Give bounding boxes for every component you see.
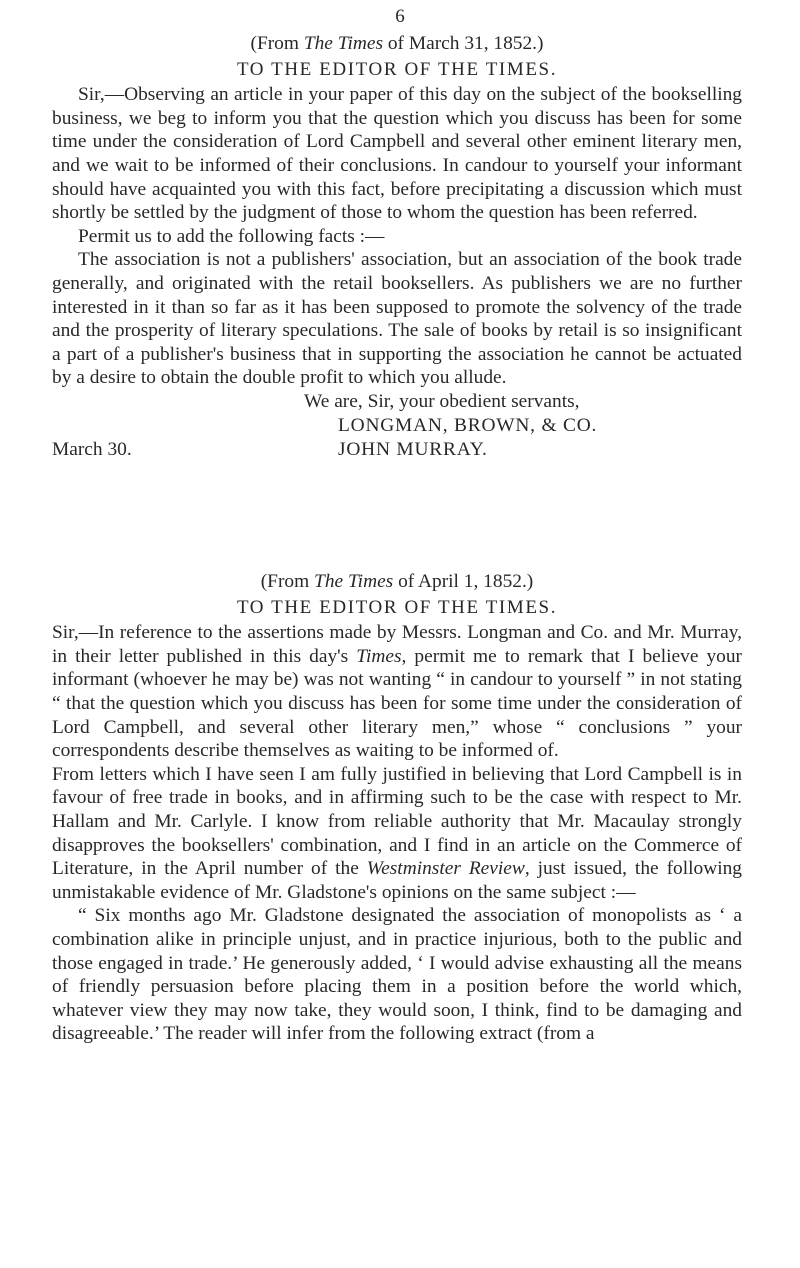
letter-april-1 bbox=[52, 570, 742, 1046]
closing-salutation: We are, Sir, your obedient servants, bbox=[304, 390, 580, 412]
letter-1-paragraph: Permit us to add the following facts :— bbox=[78, 225, 385, 247]
source-prefix: (From bbox=[260, 571, 315, 592]
italic-run: Westminster Review bbox=[366, 858, 525, 880]
letter-2-source bbox=[52, 570, 742, 594]
letter-1-paragraph: The association is not a publishers' association, but an association of the book trade generally, and originated with the retail booksellers. As publishers we are no further interested in it than so far as it has been supposed to promote the solvency of the trade and the prosperity of literary speculations. The sale of books by retail is so insignificant a part of a publisher's business that in supporting the association he cannot be actuated by a desire to obtain the double profit to which you allude. bbox=[52, 249, 742, 389]
letter-1-paragraph: Sir,—Observing an article in your paper of this day on the subject of the bookselling business, we beg to inform you that the question which you discuss has been for some time under the consideration of Lord Campbell and several other eminent literary men, and we wait to be informed of their conclusions. In candour to yourself your informant should have acquainted you with this fact, before precipitating a discussion which must shortly be settled by the judgment of those to whom the question has been referred. bbox=[52, 84, 742, 224]
letter-date: March 30. bbox=[52, 438, 132, 460]
letter-1-source bbox=[52, 32, 742, 56]
source-title: The Times bbox=[314, 571, 394, 592]
letter-2-paragraph bbox=[52, 621, 742, 763]
italic-run: Times bbox=[356, 645, 402, 667]
source-suffix: of April 1, 1852.) bbox=[393, 571, 534, 592]
text-run: Sir,—In reference to the assertions made by Messrs. Longman and Co. and Mr. Murray, in their letter published in this day's bbox=[52, 622, 742, 667]
page-number: 6 bbox=[395, 6, 405, 27]
letter-1-heading: TO THE EDITOR OF THE TIMES. bbox=[236, 58, 558, 80]
letter-2-quotation: “ Six months ago Mr. Gladstone designated the association of monopolists as ‘ a combination alike in principle unjust, and in practice injurious, both to the public and those engaged in trade.’ He generously added, ‘ I would advise exhausting all the means of friendly persuasion before placing them in a position before the world which, whatever view they may now take, they would soon, I think, find to be damaging and disagreeable.’ The reader will infer from the following extract (from a bbox=[52, 905, 742, 1045]
text-run: , permit me to remark that I believe your informant (whoever he may be) was not wanting “ in candour to yourself ” in not stating “ that the question which you discuss has been for some time under the consideration of Lord Campbell, and several other literary men,” whose “ conclusions ” your correspondents describe themselves as waiting to be informed of. bbox=[52, 645, 743, 762]
text-run: From letters which I have seen I am fully justified in believing that Lord Campbell is in favour of free trade in books, and in affirming such to be the case with respect to Mr. Hallam and Mr. Carlyle. I know from reliable authority that Mr. Macaulay strongly disapproves the booksellers' combination, and I find in an article on the Commerce of Literature, in the April number of the bbox=[52, 763, 742, 880]
signatory-longman: LONGMAN, BROWN, & CO. bbox=[338, 414, 598, 436]
source-suffix: of March 31, 1852.) bbox=[383, 33, 544, 54]
letter-2-heading: TO THE EDITOR OF THE TIMES. bbox=[236, 596, 558, 618]
text-run: , just issued, the following unmistakable evidence of Mr. Gladstone's opinions on the same subject :— bbox=[52, 858, 742, 903]
letter-1-signature bbox=[52, 390, 742, 464]
source-title: The Times bbox=[303, 33, 384, 54]
letter-2-paragraph bbox=[52, 763, 742, 905]
signatory-murray: JOHN MURRAY. bbox=[338, 438, 488, 460]
letter-march-31 bbox=[52, 32, 742, 464]
source-prefix: (From bbox=[250, 33, 304, 54]
